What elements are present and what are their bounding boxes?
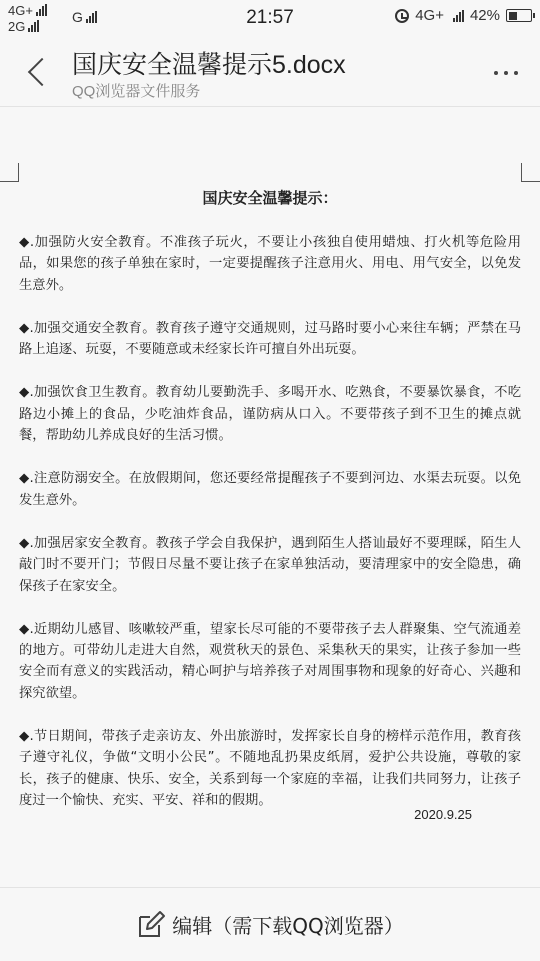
page-corner-mark-left [0, 163, 19, 182]
document-paragraph: ◆.加强交通安全教育。教育孩子遵守交通规则，过马路时要小心来往车辆；严禁在马路上追逐、玩耍，不要随意或未经家长许可擅自外出玩耍。 [19, 320, 521, 358]
document-date: 2020.9.25 [414, 807, 472, 822]
network-type-2: 2G [8, 18, 26, 34]
document-paragraph: ◆.近期幼儿感冒、咳嗽较严重，望家长尽可能的不要带孩子去人群聚集、空气流通差的地方。可带幼儿走进大自然，观赏秋天的景色、采集秋天的果实，让孩子参加一些安全而有意义的实践活动，精心呵护与培养孩子对周围事物和现象的好奇心、兴趣和探究欲望。 [19, 621, 521, 701]
document-body [19, 232, 521, 833]
document-paragraph: ◆.节日期间，带孩子走亲访友、外出旅游时，发挥家长自身的榜样示范作用，教育孩子遵守礼仪，争做“文明小公民”。不随地乱扔果皮纸屑，爱护公共设施，尊敬的家长，孩子的健康、快乐、安全，关系到每一个家庭的幸福，让我们共同努力，让孩子度过一个愉快、充实、平安、祥和的假期。 [19, 729, 521, 808]
edit-button[interactable] [136, 910, 403, 940]
document-heading: 国庆安全温馨提示： [202, 189, 338, 207]
back-button[interactable] [18, 52, 58, 92]
clock: 21:57 [246, 7, 294, 28]
signal-icon [453, 10, 464, 22]
battery-percent: 42% [469, 7, 500, 24]
document-paragraph: ◆.加强防火安全教育。不准孩子玩火，不要让小孩独自使用蜡烛、打火机等危险用品，如果您的孩子单独在家时，一定要提醒孩子注意用火、用电、用气安全，以免发生意外。 [19, 235, 521, 293]
network-type-right: 4G+ [415, 7, 444, 24]
back-arrow-icon [28, 58, 56, 86]
battery-fill [509, 12, 517, 20]
bottom-bar [0, 887, 540, 961]
document-title: 国庆安全温馨提示5.docx [72, 51, 346, 79]
app-header [0, 36, 540, 107]
document-paragraph: ◆.加强居家安全教育。教孩子学会自我保护，遇到陌生人搭讪最好不要理睬，陌生人敲门时不要开门；节假日尽量不要让孩子在家单独活动，要清理家中的安全隐患，确保孩子在家安全。 [19, 535, 521, 594]
page-corner-mark-right [521, 163, 540, 182]
document-paragraph: ◆.加强饮食卫生教育。教育幼儿要勤洗手、多喝开水、吃熟食，不要暴饮暴食，不吃路边小摊上的食品，少吃油炸食品，谨防病从口入。不要带孩子到不卫生的摊点就餐，帮助幼儿养成良好的生活习惯。 [19, 385, 521, 444]
edit-button-label: 编辑（需下载QQ浏览器） [172, 914, 404, 938]
network-type-3: G [72, 9, 83, 25]
status-right [395, 7, 532, 24]
edit-icon [136, 910, 166, 940]
network-type-1: 4G+ [8, 2, 33, 18]
battery-icon [506, 9, 532, 22]
more-dot-icon [514, 71, 518, 75]
more-dot-icon [494, 71, 498, 75]
document-paragraph: ◆.注意防溺安全。在放假期间，您还要经常提醒孩子不要到河边、水渠去玩耍。以免发生意外。 [19, 471, 521, 508]
document-subtitle: QQ浏览器文件服务 [72, 83, 201, 100]
more-options-button[interactable] [486, 58, 526, 88]
status-bar [0, 0, 540, 36]
alarm-icon [395, 9, 409, 23]
document-viewer[interactable] [0, 107, 540, 887]
more-dot-icon [504, 71, 508, 75]
